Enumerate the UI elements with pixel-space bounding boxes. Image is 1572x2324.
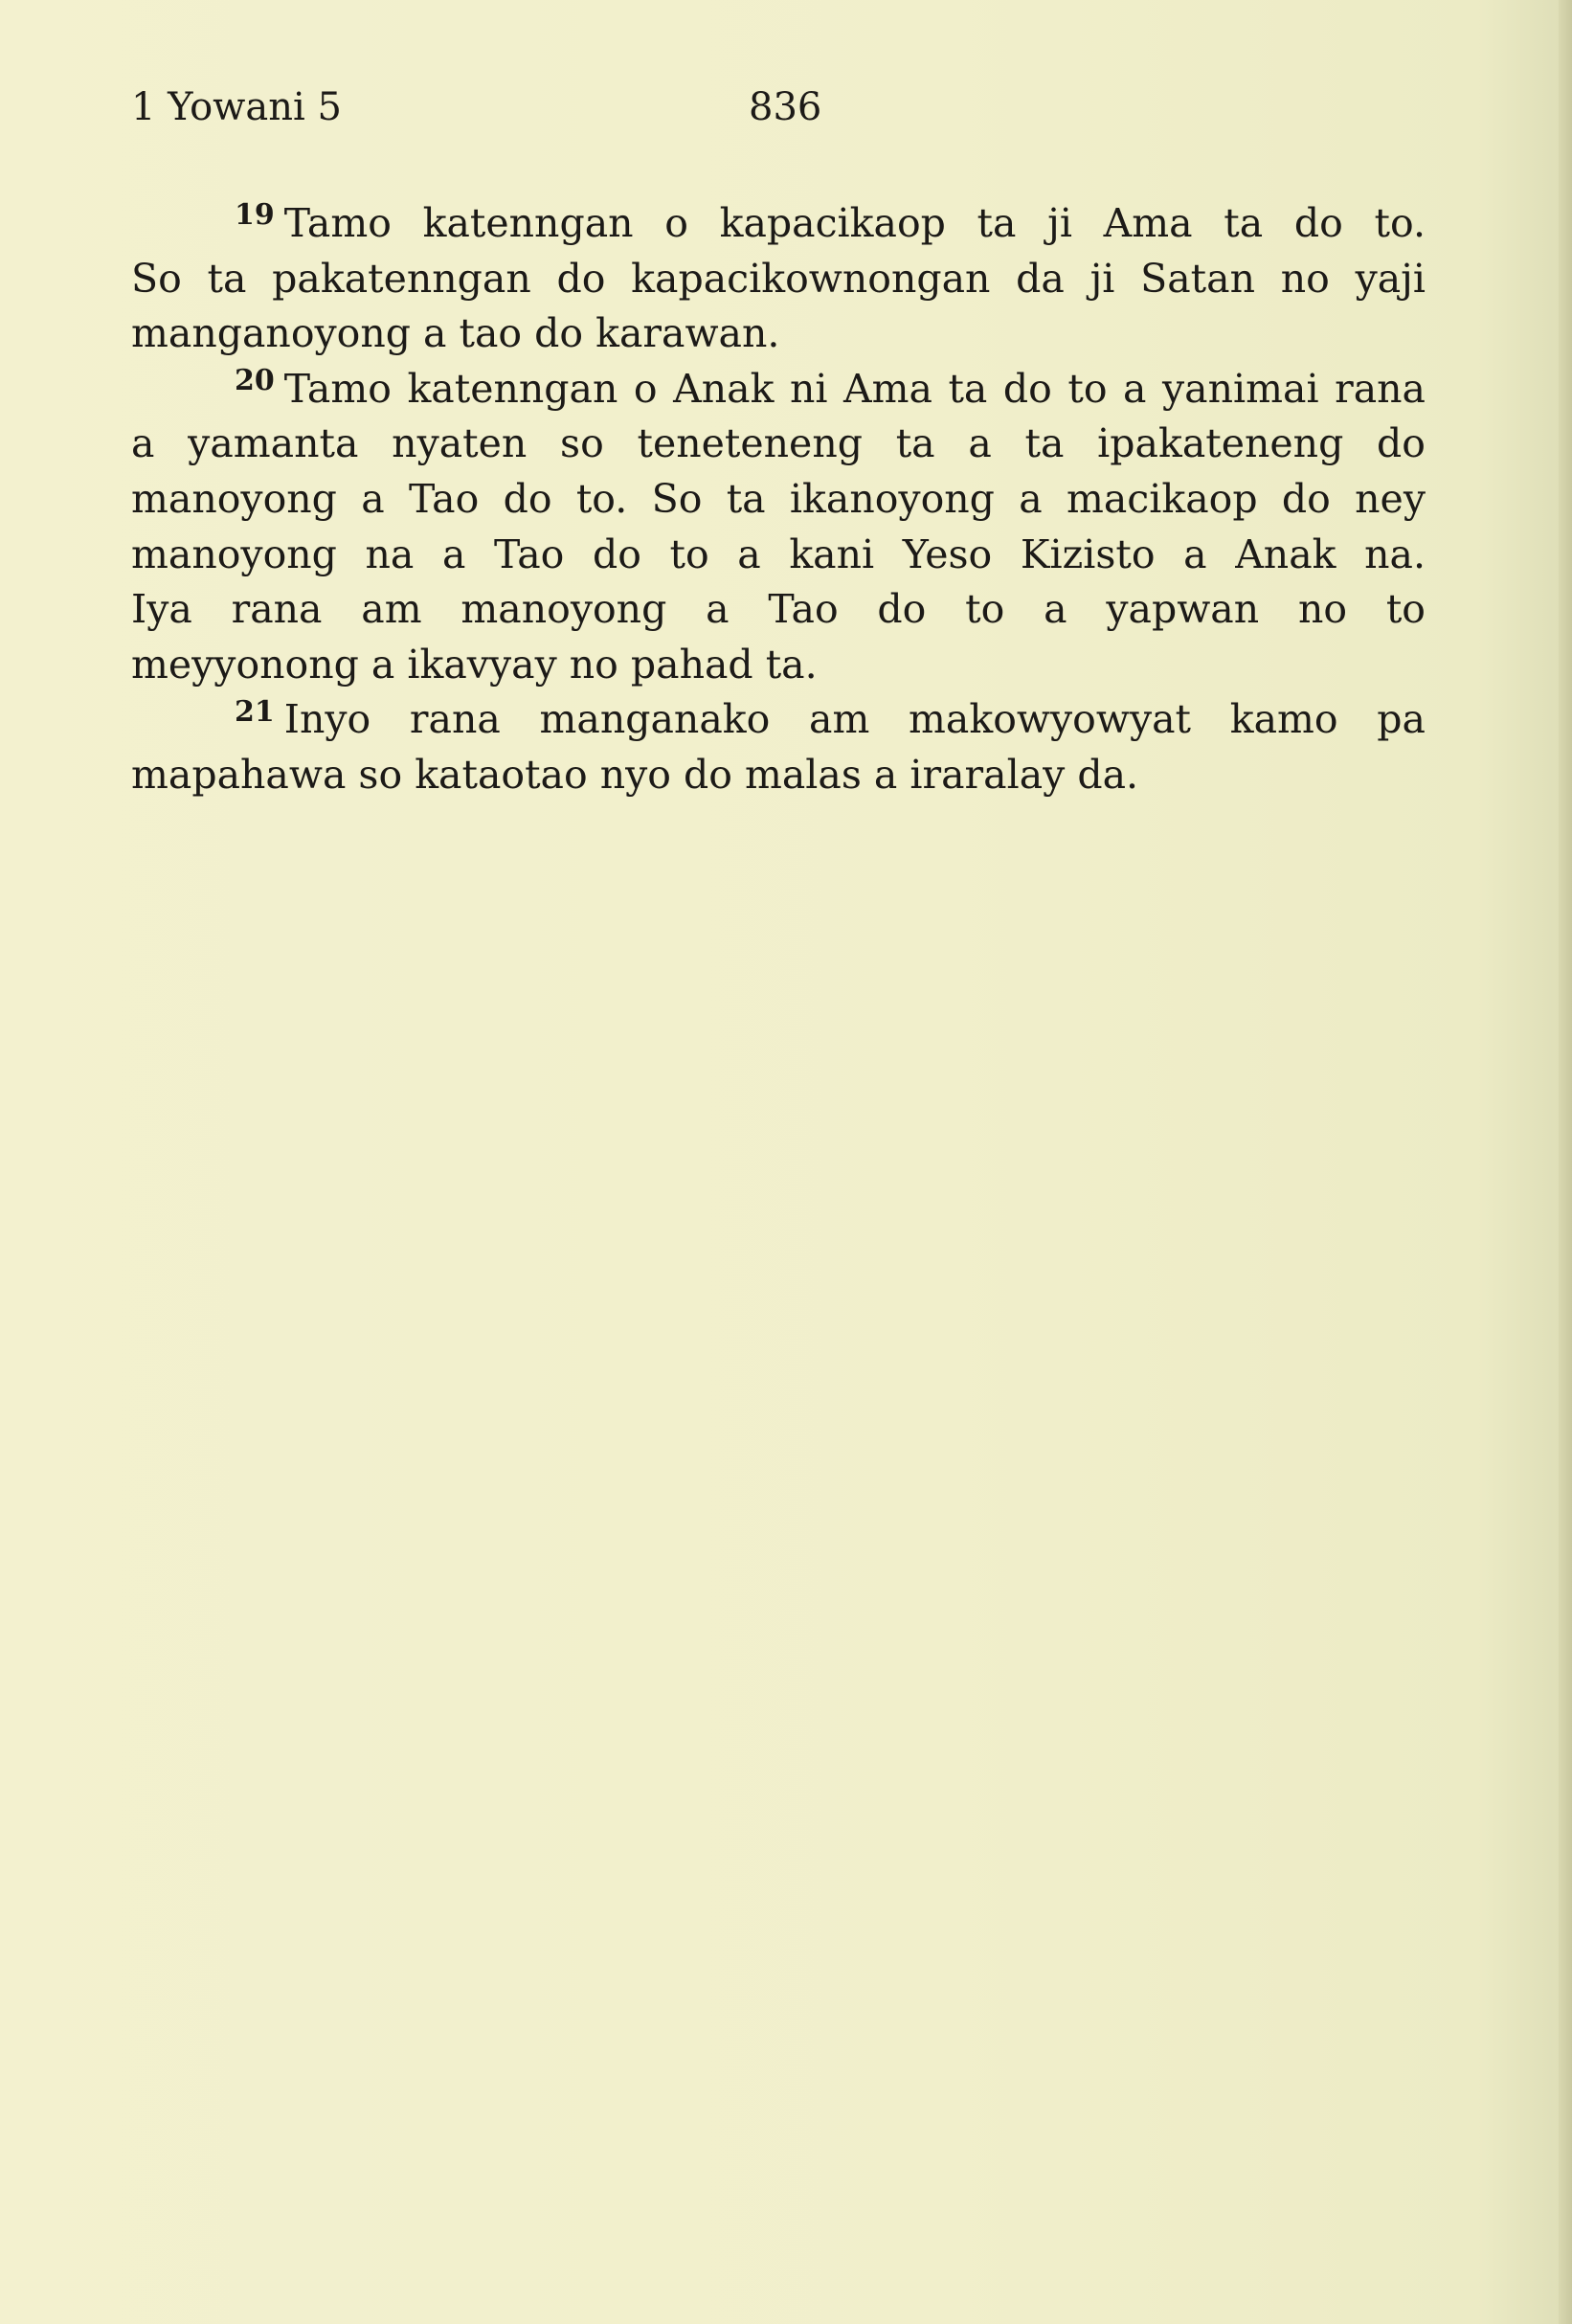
- verse-number: 21: [235, 694, 275, 729]
- scripture-text: [131, 196, 1426, 803]
- verse-19: [131, 196, 1426, 362]
- verse-number: 20: [235, 364, 275, 398]
- verse-line: manoyong na a Tao do to a kani Yeso Kizisto a Anak na.: [131, 530, 1426, 577]
- verse-line-text: Tamo katenngan o Anak ni Ama ta do to a yanimai rana: [283, 365, 1426, 412]
- verse-line: mapahawa so kataotao nyo do malas a iraralay da.: [131, 751, 1139, 798]
- verse-20: [131, 362, 1426, 693]
- verse-21: [131, 692, 1426, 802]
- running-head: 1 Yowani 5: [131, 85, 342, 129]
- verse-line: [131, 196, 1426, 252]
- page-header: [131, 79, 1433, 136]
- verse-line: manganoyong a tao do karawan.: [131, 310, 780, 357]
- verse-line: [131, 362, 1426, 417]
- verse-line: [131, 692, 1426, 748]
- verse-number: 19: [235, 198, 275, 233]
- verse-line: a yamanta nyaten so teneteneng ta a ta ipakateneng do: [131, 420, 1426, 467]
- verse-line-text: Inyo rana manganako am makowyowyat kamo pa: [283, 696, 1426, 743]
- page-number: 836: [749, 85, 822, 129]
- verse-line: meyyonong a ikavyay no pahad ta.: [131, 641, 818, 688]
- verse-line: So ta pakatenngan do kapacikownongan da ji Satan no yaji: [131, 255, 1426, 302]
- page-edge: [1559, 0, 1572, 2324]
- verse-line: manoyong a Tao do to. So ta ikanoyong a macikaop do ney: [131, 475, 1426, 522]
- verse-line: Iya rana am manoyong a Tao do to a yapwan no to: [131, 586, 1426, 633]
- verse-line-text: Tamo katenngan o kapacikaop ta ji Ama ta do to.: [283, 200, 1426, 246]
